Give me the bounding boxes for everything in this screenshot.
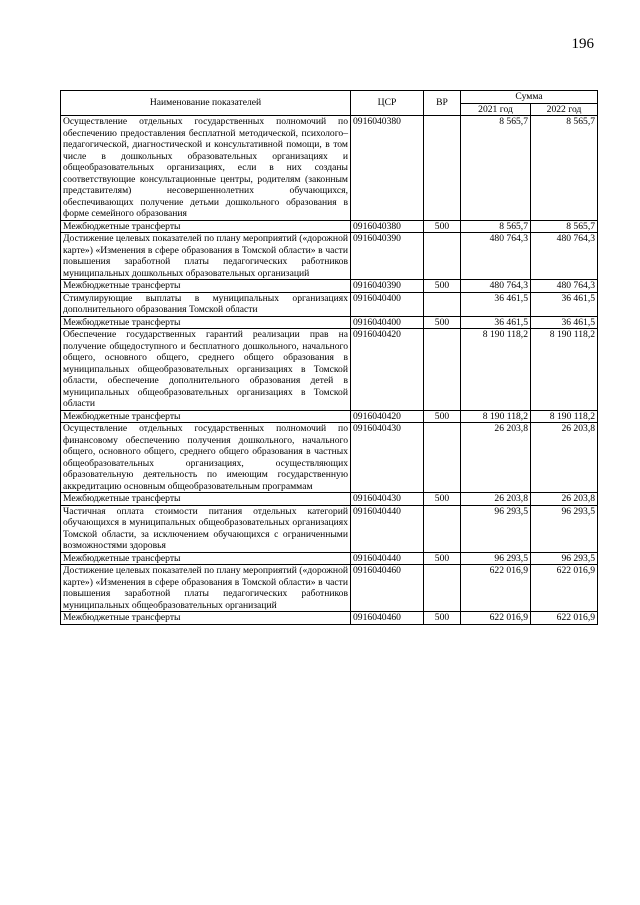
csr-cell: 0916040460 (351, 612, 424, 625)
name-cell: Межбюджетные трансферты (61, 316, 351, 329)
table-row (61, 423, 598, 493)
name-cell: Межбюджетные трансферты (61, 280, 351, 293)
table-row (61, 220, 598, 233)
csr-cell: 0916040420 (351, 329, 424, 411)
sum-2021-cell: 480 764,3 (461, 280, 531, 293)
name-cell: Осуществление отдельных государственных полномочий по финансовому обеспечению получения дошкольного, начального общего, основного общего, среднего общего образования в частных общеобразовательных организациях, осуществляющих образовательную деятельность по имеющим государственную аккредитацию основным общеобразовательным программам (61, 423, 351, 493)
csr-cell: 0916040390 (351, 280, 424, 293)
csr-cell: 0916040440 (351, 505, 424, 552)
table-row (61, 292, 598, 316)
sum-2022-cell: 480 764,3 (531, 233, 598, 280)
table-row (61, 552, 598, 565)
sum-2022-cell: 96 293,5 (531, 552, 598, 565)
csr-cell: 0916040440 (351, 552, 424, 565)
table-row (61, 329, 598, 411)
csr-cell: 0916040430 (351, 423, 424, 493)
csr-cell: 0916040380 (351, 116, 424, 221)
sum-2022-cell: 26 203,8 (531, 493, 598, 506)
vr-cell: 500 (424, 410, 461, 423)
name-cell: Достижение целевых показателей по плану мероприятий («дорожной карте») «Изменения в сфере образования в Томской области» в части повышения заработной платы педагогических работников муниципальных дошкольных образовательных организаций (61, 233, 351, 280)
table-row (61, 410, 598, 423)
table-row (61, 233, 598, 280)
sum-2022-cell: 36 461,5 (531, 292, 598, 316)
sum-2022-cell: 26 203,8 (531, 423, 598, 493)
sum-2021-cell: 36 461,5 (461, 316, 531, 329)
table-row (61, 493, 598, 506)
table-body (61, 116, 598, 625)
sum-2022-cell: 622 016,9 (531, 612, 598, 625)
csr-cell: 0916040400 (351, 316, 424, 329)
table-row (61, 116, 598, 221)
header-year-2022: 2022 год (531, 103, 598, 116)
sum-2021-cell: 26 203,8 (461, 493, 531, 506)
vr-cell (424, 292, 461, 316)
sum-2021-cell: 622 016,9 (461, 612, 531, 625)
csr-cell: 0916040420 (351, 410, 424, 423)
sum-2021-cell: 96 293,5 (461, 505, 531, 552)
vr-cell (424, 505, 461, 552)
csr-cell: 0916040380 (351, 220, 424, 233)
sum-2021-cell: 26 203,8 (461, 423, 531, 493)
sum-2021-cell: 480 764,3 (461, 233, 531, 280)
page-number: 196 (571, 36, 594, 52)
vr-cell (424, 116, 461, 221)
sum-2021-cell: 8 190 118,2 (461, 329, 531, 411)
table-row (61, 316, 598, 329)
vr-cell: 500 (424, 612, 461, 625)
sum-2022-cell: 8 190 118,2 (531, 329, 598, 411)
csr-cell: 0916040430 (351, 493, 424, 506)
sum-2021-cell: 8 565,7 (461, 220, 531, 233)
sum-2021-cell: 8 565,7 (461, 116, 531, 221)
sum-2021-cell: 622 016,9 (461, 565, 531, 612)
csr-cell: 0916040400 (351, 292, 424, 316)
name-cell: Межбюджетные трансферты (61, 220, 351, 233)
sum-2022-cell: 36 461,5 (531, 316, 598, 329)
sum-2021-cell: 8 190 118,2 (461, 410, 531, 423)
sum-2021-cell: 36 461,5 (461, 292, 531, 316)
table-row (61, 612, 598, 625)
vr-cell: 500 (424, 220, 461, 233)
name-cell: Обеспечение государственных гарантий реализации прав на получение общедоступного и бесплатного дошкольного, начального общего, основного общего, среднего общего образования в муниципальных общеобразовательных организациях в Томской области, обеспечение дополнительного образования детей в муниципальных общеобразовательных организациях в Томской области (61, 329, 351, 411)
name-cell: Стимулирующие выплаты в муниципальных организациях дополнительного образования Томской области (61, 292, 351, 316)
sum-2022-cell: 8 565,7 (531, 116, 598, 221)
name-cell: Достижение целевых показателей по плану мероприятий («дорожной карте») «Изменения в сфере образования в Томской области» в части повышения заработной платы педагогических работников муниципальных общеобразовательных организаций (61, 565, 351, 612)
header-year-2021: 2021 год (461, 103, 531, 116)
sum-2022-cell: 96 293,5 (531, 505, 598, 552)
vr-cell: 500 (424, 493, 461, 506)
vr-cell: 500 (424, 316, 461, 329)
header-name: Наименование показателей (61, 91, 351, 116)
name-cell: Межбюджетные трансферты (61, 493, 351, 506)
table-header-row (61, 91, 598, 104)
name-cell: Частичная оплата стоимости питания отдельных категорий обучающихся в муниципальных общеобразовательных организациях Томской области, за исключением обучающихся с ограниченными возможностями здоровья (61, 505, 351, 552)
name-cell: Межбюджетные трансферты (61, 410, 351, 423)
header-sum: Сумма (461, 91, 598, 104)
vr-cell (424, 423, 461, 493)
sum-2022-cell: 480 764,3 (531, 280, 598, 293)
vr-cell (424, 565, 461, 612)
sum-2022-cell: 622 016,9 (531, 565, 598, 612)
csr-cell: 0916040460 (351, 565, 424, 612)
vr-cell: 500 (424, 552, 461, 565)
budget-table (60, 90, 598, 625)
name-cell: Осуществление отдельных государственных полномочий по обеспечению предоставления бесплатной методической, психолого–педагогической, диагностической и консультативной помощи, в том числе в дошкольных образовательных организациях и общеобразовательных организациях, если в них созданы соответствующие консультационные центры, родителям (законным представителям) несовершеннолетних обучающихся, обеспечивающих получение детьми дошкольного образования в форме семейного образования (61, 116, 351, 221)
table-row (61, 565, 598, 612)
sum-2022-cell: 8 565,7 (531, 220, 598, 233)
sum-2022-cell: 8 190 118,2 (531, 410, 598, 423)
table-row (61, 505, 598, 552)
sum-2021-cell: 96 293,5 (461, 552, 531, 565)
vr-cell (424, 233, 461, 280)
name-cell: Межбюджетные трансферты (61, 552, 351, 565)
vr-cell: 500 (424, 280, 461, 293)
vr-cell (424, 329, 461, 411)
header-csr: ЦСР (351, 91, 424, 116)
header-vr: ВР (424, 91, 461, 116)
csr-cell: 0916040390 (351, 233, 424, 280)
name-cell: Межбюджетные трансферты (61, 612, 351, 625)
table-row (61, 280, 598, 293)
